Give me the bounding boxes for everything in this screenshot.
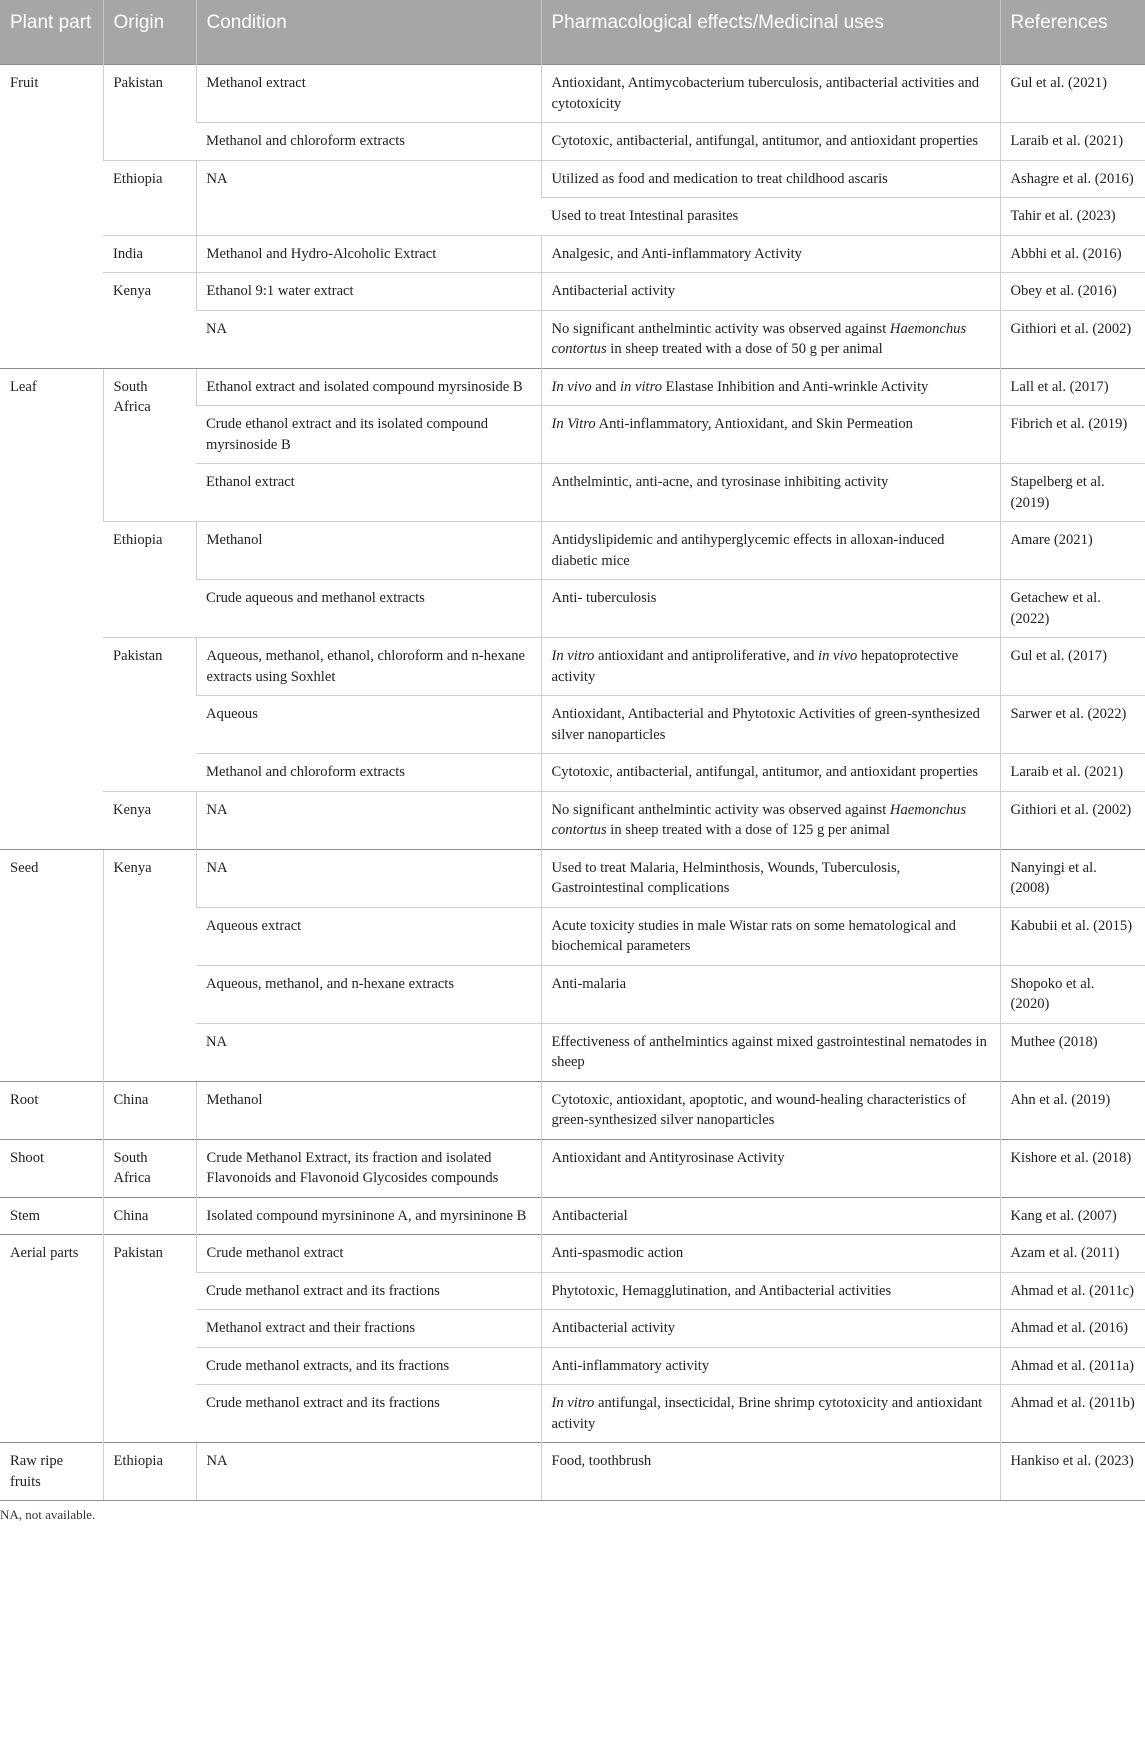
effects-text: Analgesic, and Anti-inflammatory Activity — [551, 245, 802, 262]
effects-cell — [541, 464, 1000, 522]
origin-cell: Ethiopia — [103, 522, 196, 638]
condition-cell: Methanol — [196, 522, 541, 580]
effects-cell — [541, 1023, 1000, 1081]
effects-text: Anti-malaria — [551, 975, 627, 992]
reference-cell: Kabubii et al. (2015) — [1000, 907, 1145, 965]
plant-part-cell: Root — [0, 1081, 103, 1139]
effects-cell — [541, 1197, 1000, 1235]
plant-part-cell: Seed — [0, 849, 103, 1081]
table-row — [0, 1139, 1145, 1197]
condition-cell: Aqueous — [196, 696, 541, 754]
footnote: NA, not available. — [0, 1507, 96, 1522]
reference-cell: Githiori et al. (2002) — [1000, 791, 1145, 849]
effects-italic-text: Haemonchus contortus — [551, 801, 967, 838]
effects-cell — [541, 696, 1000, 754]
plant-part-cell: Aerial parts — [0, 1235, 103, 1443]
reference-cell: Stapelberg et al. (2019) — [1000, 464, 1145, 522]
reference-cell: Obey et al. (2016) — [1000, 273, 1145, 311]
effects-text: antioxidant and antiproliferative, and — [594, 648, 819, 664]
effects-text: Anti-spasmodic action — [551, 1245, 684, 1261]
condition-cell: NA — [196, 849, 541, 907]
effects-cell — [541, 754, 1000, 792]
effects-text: Used to treat Malaria, Helminthosis, Wounds, Tuberculosis, Gastrointestinal complications — [551, 859, 901, 896]
header-effects: Pharmacological effects/Medicinal uses — [541, 0, 1000, 65]
condition-cell: Methanol and chloroform extracts — [196, 123, 541, 161]
effects-italic-text: In Vitro — [551, 416, 596, 432]
condition-cell: Aqueous, methanol, ethanol, chloroform and n-hexane extracts using Soxhlet — [196, 638, 541, 696]
table-row — [0, 160, 1145, 198]
effects-italic-text: in vitro — [620, 378, 663, 395]
reference-cell: Amare (2021) — [1000, 522, 1145, 580]
effects-cell — [541, 791, 1000, 849]
effects-cell — [541, 65, 1000, 123]
effects-text: Antibacterial activity — [551, 1320, 676, 1336]
table-row — [0, 849, 1145, 907]
condition-cell: Ethanol 9:1 water extract — [196, 273, 541, 311]
origin-cell: Kenya — [103, 273, 196, 369]
header-references: References — [1000, 0, 1145, 65]
effects-cell — [541, 965, 1000, 1023]
table-header — [0, 0, 1145, 65]
reference-cell: Ahn et al. (2019) — [1000, 1081, 1145, 1139]
condition-cell: Crude methanol extract and its fractions — [196, 1385, 541, 1443]
reference-cell: Laraib et al. (2021) — [1000, 123, 1145, 161]
origin-cell: Ethiopia — [103, 1443, 196, 1501]
origin-cell: Pakistan — [103, 1235, 196, 1443]
effects-text: antifungal, insecticidal, Brine shrimp cytotoxicity and antioxidant activity — [551, 1395, 983, 1432]
plant-part-cell: Stem — [0, 1197, 103, 1235]
condition-cell: Isolated compound myrsininone A, and myrsininone B — [196, 1197, 541, 1235]
effects-cell — [541, 310, 1000, 368]
table-row — [0, 638, 1145, 696]
origin-cell: Kenya — [103, 849, 196, 1081]
origin-cell: China — [103, 1081, 196, 1139]
origin-cell: South Africa — [103, 1139, 196, 1197]
condition-cell: NA — [196, 791, 541, 849]
plant-part-cell: Fruit — [0, 65, 103, 369]
effects-text: Utilized as food and medication to treat childhood ascaris — [551, 170, 888, 187]
reference-cell: Ahmad et al. (2011b) — [1000, 1385, 1145, 1443]
effects-text: Anthelmintic, anti-acne, and tyrosinase inhibiting activity — [551, 474, 889, 490]
header-condition: Condition — [196, 0, 541, 65]
condition-cell: Aqueous extract — [196, 907, 541, 965]
reference-cell: Abbhi et al. (2016) — [1000, 235, 1145, 273]
effects-cell — [541, 1081, 1000, 1139]
reference-cell: Gul et al. (2017) — [1000, 638, 1145, 696]
effects-cell — [541, 638, 1000, 696]
condition-cell: NA — [196, 1023, 541, 1081]
effects-text: Used to treat Intestinal parasites — [551, 208, 739, 224]
effects-text: Anti-inflammatory activity — [551, 1357, 710, 1374]
table-row — [0, 273, 1145, 311]
effects-cell — [541, 273, 1000, 311]
reference-cell: Kishore et al. (2018) — [1000, 1139, 1145, 1197]
plant-part-cell: Leaf — [0, 368, 103, 849]
plant-part-cell: Shoot — [0, 1139, 103, 1197]
origin-cell: Pakistan — [103, 638, 196, 792]
origin-cell: Ethiopia — [103, 160, 196, 235]
reference-cell: Azam et al. (2011) — [1000, 1235, 1145, 1273]
effects-text: Effectiveness of anthelmintics against mixed gastrointestinal nematodes in sheep — [551, 1033, 987, 1070]
effects-italic-text: In vitro — [551, 1395, 595, 1411]
table-row — [0, 522, 1145, 580]
reference-cell: Lall et al. (2017) — [1000, 368, 1145, 406]
table-row — [0, 1081, 1145, 1139]
effects-cell — [541, 368, 1000, 406]
effects-text: Antidyslipidemic and antihyperglycemic effects in alloxan-induced diabetic mice — [551, 532, 945, 569]
condition-cell: Crude methanol extract and its fractions — [196, 1272, 541, 1310]
effects-cell — [541, 580, 1000, 638]
effects-text: Food, toothbrush — [551, 1453, 652, 1469]
table-body — [0, 65, 1145, 1501]
condition-cell: Crude Methanol Extract, its fraction and isolated Flavonoids and Flavonoid Glycosides compounds — [196, 1139, 541, 1197]
condition-cell: Crude methanol extract — [196, 1235, 541, 1273]
reference-cell: Nanyingi et al. (2008) — [1000, 849, 1145, 907]
effects-cell — [541, 907, 1000, 965]
reference-cell: Gul et al. (2021) — [1000, 65, 1145, 123]
effects-text: and — [591, 378, 620, 395]
header-row — [0, 0, 1145, 65]
header-origin: Origin — [103, 0, 196, 65]
effects-italic-text: Haemonchus contortus — [551, 320, 967, 357]
effects-text: Cytotoxic, antibacterial, antifungal, antitumor, and antioxidant properties — [551, 764, 979, 780]
condition-cell: Methanol extract — [196, 65, 541, 123]
effects-cell — [541, 198, 1000, 236]
effects-text: in sheep treated with a dose of 50 g per animal — [606, 341, 883, 357]
effects-text: Antioxidant, Antimycobacterium tuberculosis, antibacterial activities and cytotoxicity — [551, 75, 980, 112]
effects-text: in sheep treated with a dose of 125 g per animal — [606, 822, 890, 838]
reference-cell: Tahir et al. (2023) — [1000, 198, 1145, 236]
table-row — [0, 791, 1145, 849]
condition-cell: Crude methanol extracts, and its fractions — [196, 1347, 541, 1385]
condition-cell: NA — [196, 310, 541, 368]
reference-cell: Hankiso et al. (2023) — [1000, 1443, 1145, 1501]
effects-text: Phytotoxic, Hemagglutination, and Antibacterial activities — [551, 1282, 892, 1299]
effects-cell — [541, 160, 1000, 198]
plant-part-cell: Raw ripe fruits — [0, 1443, 103, 1501]
effects-text: No significant anthelmintic activity was observed against — [551, 320, 890, 337]
effects-cell — [541, 1385, 1000, 1443]
condition-cell: Ethanol extract — [196, 464, 541, 522]
effects-text: hepatoprotective activity — [551, 648, 959, 685]
reference-cell: Laraib et al. (2021) — [1000, 754, 1145, 792]
effects-cell — [541, 1347, 1000, 1385]
table-row — [0, 1443, 1145, 1501]
effects-text: Cytotoxic, antioxidant, apoptotic, and wound-healing characteristics of green-synthesized silver nanoparticles — [551, 1091, 967, 1128]
table-row — [0, 65, 1145, 123]
effects-text: Anti- tuberculosis — [551, 590, 657, 606]
origin-cell: China — [103, 1197, 196, 1235]
header-plant-part: Plant part — [0, 0, 103, 65]
condition-cell: Methanol — [196, 1081, 541, 1139]
reference-cell: Ahmad et al. (2011c) — [1000, 1272, 1145, 1310]
effects-cell — [541, 1235, 1000, 1273]
effects-cell — [541, 1272, 1000, 1310]
effects-cell — [541, 1310, 1000, 1348]
effects-text: No significant anthelmintic activity was observed against — [551, 801, 890, 818]
condition-cell: Aqueous, methanol, and n-hexane extracts — [196, 965, 541, 1023]
origin-cell: India — [103, 235, 196, 273]
effects-cell — [541, 522, 1000, 580]
effects-cell — [541, 1443, 1000, 1501]
reference-cell: Ahmad et al. (2011a) — [1000, 1347, 1145, 1385]
condition-cell: Ethanol extract and isolated compound myrsinoside B — [196, 368, 541, 406]
effects-text: Antibacterial — [551, 1207, 628, 1224]
condition-cell: Methanol extract and their fractions — [196, 1310, 541, 1348]
reference-cell: Muthee (2018) — [1000, 1023, 1145, 1081]
effects-cell — [541, 1139, 1000, 1197]
reference-cell: Sarwer et al. (2022) — [1000, 696, 1145, 754]
origin-cell: Pakistan — [103, 65, 196, 161]
reference-cell: Githiori et al. (2002) — [1000, 310, 1145, 368]
condition-cell: Crude ethanol extract and its isolated compound myrsinoside B — [196, 406, 541, 464]
origin-cell: Kenya — [103, 791, 196, 849]
origin-cell: South Africa — [103, 368, 196, 522]
effects-italic-text: In vivo — [551, 378, 592, 395]
condition-cell: NA — [196, 1443, 541, 1501]
effects-cell — [541, 235, 1000, 273]
effects-text: Anti-inflammatory, Antioxidant, and Skin Permeation — [595, 416, 913, 432]
condition-cell: NA — [196, 160, 541, 235]
condition-cell: Methanol and Hydro-Alcoholic Extract — [196, 235, 541, 273]
reference-cell: Shopoko et al. (2020) — [1000, 965, 1145, 1023]
reference-cell: Getachew et al. (2022) — [1000, 580, 1145, 638]
table-row — [0, 368, 1145, 406]
reference-cell: Fibrich et al. (2019) — [1000, 406, 1145, 464]
table-row — [0, 235, 1145, 273]
reference-cell: Ahmad et al. (2016) — [1000, 1310, 1145, 1348]
effects-italic-text: in vivo — [818, 648, 858, 664]
condition-cell: Crude aqueous and methanol extracts — [196, 580, 541, 638]
effects-cell — [541, 849, 1000, 907]
effects-cell — [541, 123, 1000, 161]
condition-cell: Methanol and chloroform extracts — [196, 754, 541, 792]
effects-text: Elastase Inhibition and Anti-wrinkle Activity — [662, 378, 929, 395]
table-row — [0, 1197, 1145, 1235]
reference-cell: Kang et al. (2007) — [1000, 1197, 1145, 1235]
effects-text: Antioxidant, Antibacterial and Phytotoxic Activities of green-synthesized silver nanoparticles — [551, 706, 980, 743]
effects-cell — [541, 406, 1000, 464]
table-row — [0, 1235, 1145, 1273]
effects-text: Antioxidant and Antityrosinase Activity — [551, 1149, 785, 1166]
effects-text: Antibacterial activity — [551, 283, 676, 299]
effects-italic-text: In vitro — [551, 648, 595, 664]
reference-cell: Ashagre et al. (2016) — [1000, 160, 1145, 198]
effects-text: Cytotoxic, antibacterial, antifungal, antitumor, and antioxidant properties — [551, 133, 979, 149]
effects-text: Acute toxicity studies in male Wistar rats on some hematological and biochemical parameters — [551, 917, 956, 954]
